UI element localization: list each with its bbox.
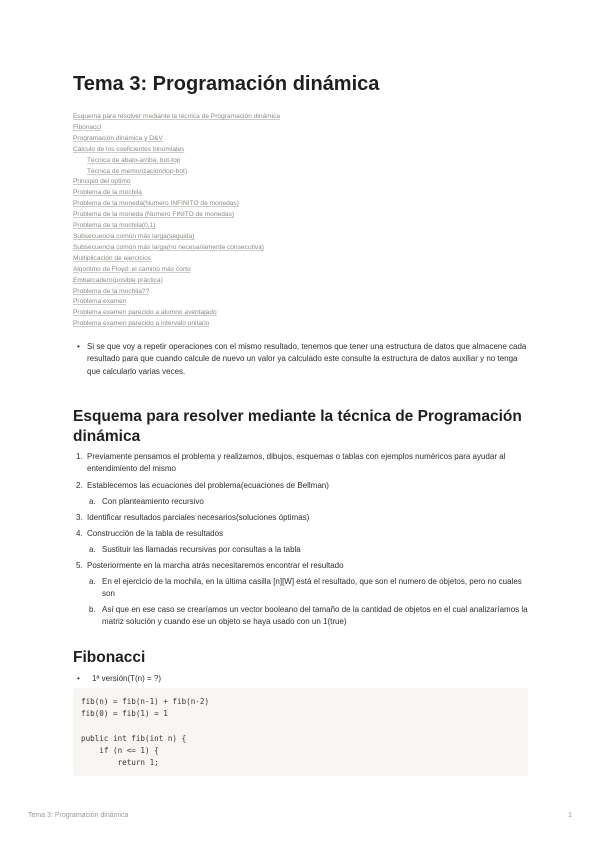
sub-list-letter: a. — [89, 577, 96, 586]
list-number: 1. — [76, 452, 83, 461]
sub-list-letter: a. — [89, 497, 96, 506]
list-item-text: Posteriormente en la marcha atrás necesitaremos encontrar el resultado — [87, 561, 344, 570]
list-item-text: Establecemos las ecuaciones del problema(ecuaciones de Bellman) — [87, 481, 329, 490]
bullet-dot-icon: • — [77, 342, 80, 351]
table-of-contents — [73, 112, 528, 330]
bullet-dot-icon: • — [77, 674, 80, 683]
page-title: Tema 3: Programación dinámica — [73, 73, 380, 95]
intro-bullet-text: Si se que voy a repetir operaciones con el mismo resultado, tenemos que tener una estructura de datos que almacene cada resultado para que cuando calcule de nuevo un valor ya calculado este consulte la estructura de datos auxiliar y no tenga que calcularlo varias veces. — [87, 342, 527, 376]
steps-list — [73, 451, 528, 628]
list-item-text: Construcción de la tabla de resultados — [87, 529, 224, 538]
section-heading-esquema: Esquema para resolver mediante la técnica de Programación dinámica — [73, 408, 522, 445]
list-item-text: Identificar resultados parciales necesarios(soluciones óptimas) — [87, 513, 310, 522]
list-number: 4. — [76, 529, 83, 538]
toc-link[interactable]: Multiplicación de ejercicios — [73, 254, 152, 262]
toc-link[interactable]: Principio del optimo — [73, 178, 131, 186]
toc-link[interactable]: Algoritmo de Floyd: el camino más corto — [73, 265, 191, 273]
sub-list-item — [73, 604, 528, 628]
sub-list-item — [73, 544, 528, 556]
list-item — [73, 560, 528, 572]
sub-list-text: Con planteamiento recursivo — [102, 497, 204, 506]
toc-link[interactable]: Subsecuencia común más larga(seguida) — [73, 232, 195, 240]
toc-link[interactable]: Problema de la moneda (Numero FINITO de monedas) — [73, 211, 235, 219]
toc-link[interactable]: Técnica de memorización(top-bot) — [87, 167, 188, 175]
sub-list-letter: b. — [89, 605, 96, 614]
toc-link[interactable]: Problema examen parecido a alumno aventajado — [73, 309, 217, 317]
fibonacci-bullet — [77, 673, 161, 685]
toc-link[interactable]: Cálculo de los coeficientes binomiales — [73, 145, 185, 153]
page-number: 1 — [568, 812, 572, 819]
sub-list-text: Así que en ese caso se crearíamos un vector booleano del tamaño de la cantidad de objetos en el cual analizaríamos la matriz solución y cuando ese un objeto se haya usado con un 1(true) — [102, 605, 528, 626]
list-number: 5. — [76, 561, 83, 570]
code-block: fib(n) = fib(n-1) + fib(n-2) fib(0) = fib(1) = 1 public int fib(int n) { if (n <= 1) { return 1; — [73, 688, 528, 776]
toc-link[interactable]: Problema de la mochila?? — [73, 287, 150, 295]
list-number: 3. — [76, 513, 83, 522]
list-item — [73, 512, 528, 524]
toc-link[interactable]: Problema de la moneda(Numero INFINITO de monedas) — [73, 200, 239, 208]
toc-link[interactable]: Embarcadero(posible práctica) — [73, 276, 163, 284]
intro-bullet — [77, 341, 527, 378]
section-heading-fibonacci: Fibonacci — [73, 649, 146, 666]
toc-link[interactable]: Problema examen parecido a intervalo unitario — [73, 320, 210, 328]
sub-list-item — [73, 496, 528, 508]
toc-link[interactable]: Programación dinámica y D&V — [73, 134, 163, 142]
sub-list-text: En el ejercicio de la mochila, en la última casilla [n][W] está el resultado, que son el numero de objetos, pero no cuales son — [102, 577, 522, 598]
toc-link[interactable]: Problema de la mochila(0,1) — [73, 222, 156, 230]
toc-link[interactable]: Fibonacci — [73, 123, 102, 131]
toc-link[interactable]: Problema de la mochila — [73, 189, 142, 197]
list-item-text: Previamente pensamos el problema y realizamos, dibujos, esquemas o tablas con ejemplos numéricos para ayudar al entendimiento del mismo — [87, 452, 506, 473]
fibonacci-bullet-text: 1ª versión(T(n) = ?) — [92, 674, 162, 683]
toc-link[interactable]: Esquema para resolver mediante la técnica de Programación dinámica — [73, 113, 281, 120]
list-item — [73, 528, 528, 540]
sub-list-text: Sustituir las llamadas recursivas por consultas a la tabla — [102, 545, 301, 554]
list-item — [73, 451, 528, 475]
list-item — [73, 480, 528, 492]
toc-link[interactable]: Problema examen — [73, 298, 127, 306]
page-footer — [28, 812, 572, 819]
sub-list-letter: a. — [89, 545, 96, 554]
toc-link[interactable]: Subsecuencia común más larga(no necesariamente consecutiva) — [73, 243, 264, 251]
toc-link[interactable]: Técnica de abajo-arriba, bot-top — [87, 156, 181, 164]
footer-title: Tema 3: Programación dinámica — [28, 812, 129, 819]
sub-list-item — [73, 576, 528, 600]
list-number: 2. — [76, 481, 83, 490]
